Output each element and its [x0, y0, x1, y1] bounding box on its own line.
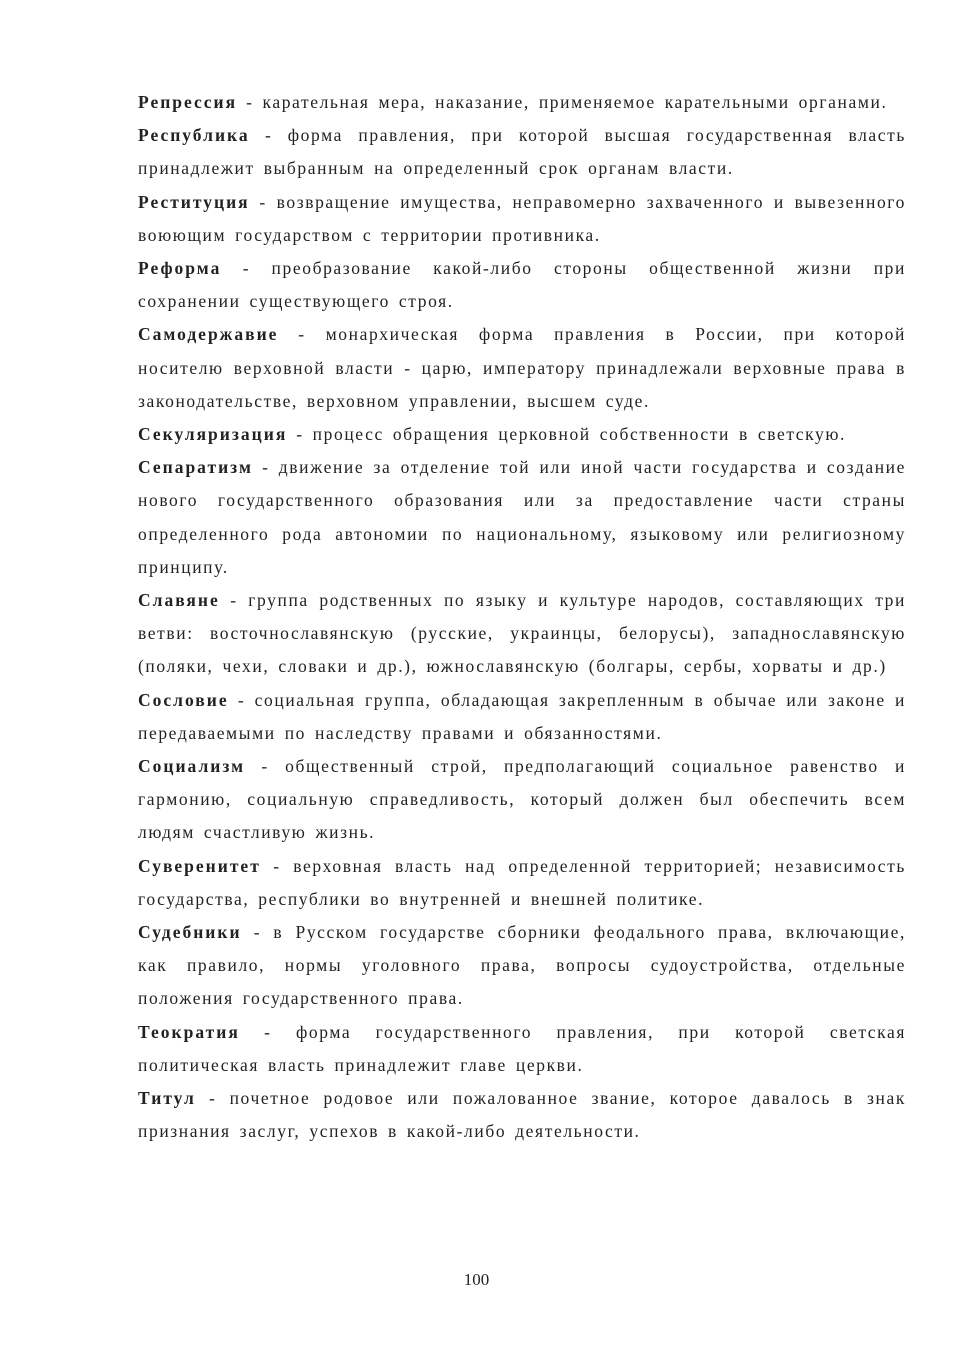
glossary-definition: - процесс обращения церковной собственности в светскую.: [287, 424, 847, 445]
glossary-entry-reforma: [138, 252, 906, 318]
glossary-definition: - возвращение имущества, неправомерно захваченного и вывезенного воюющим государством с территории противника.: [138, 191, 906, 245]
glossary-definition: - преобразование какой-либо стороны общественной жизни при сохранении существующего строя.: [138, 258, 906, 312]
glossary-definition: - группа родственных по языку и культуре народов, составляющих три ветви: восточнославянскую (русские, украинцы, белорусы), западнославянскую (поляки, чехи, словаки и др.), южнославянскую (болгары, сербы, хорваты и др.): [138, 590, 906, 677]
glossary-content: [138, 86, 906, 1149]
glossary-term: Реституция: [138, 191, 250, 212]
glossary-entry-sudebniki: [138, 916, 906, 1016]
glossary-entry-teokratiya: [138, 1016, 906, 1082]
glossary-definition: - монархическая форма правления в России, при которой носителю верховной власти - царю, императору принадлежали верховные права в законодательстве, верховном управлении, высшем суде.: [138, 324, 906, 411]
glossary-term: Социализм: [138, 756, 246, 777]
glossary-entry-samoderzhavie: [138, 318, 906, 418]
glossary-entry-separatizm: [138, 451, 906, 584]
glossary-entry-repressiya: [138, 86, 906, 119]
glossary-definition: - общественный строй, предполагающий социальное равенство и гармонию, социальную справедливость, который должен был обеспечить всем людям счастливую жизнь.: [138, 756, 906, 843]
glossary-entry-soslovie: [138, 684, 906, 750]
glossary-definition: - верховная власть над определенной территорией; независимость государства, республики во внутренней и внешней политике.: [138, 855, 906, 909]
glossary-definition: - форма правления, при которой высшая государственная власть принадлежит выбранным на определенный срок органам власти.: [138, 125, 906, 179]
glossary-entry-sotsializm: [138, 750, 906, 850]
glossary-entry-restitutsiya: [138, 186, 906, 252]
glossary-entry-slavyane: [138, 584, 906, 684]
glossary-term: Республика: [138, 125, 250, 146]
page-number: 100: [463, 1270, 490, 1289]
glossary-term: Самодержавие: [138, 324, 279, 345]
glossary-term: Секуляризация: [138, 424, 288, 445]
glossary-definition: - движение за отделение той или иной части государства и создание нового государственного образования или за предоставление части страны определенного рода автономии по национальному, языковому или религиозному принципу.: [138, 457, 906, 577]
glossary-term: Реформа: [138, 258, 222, 279]
glossary-definition: - карательная мера, наказание, применяемое карательными органами.: [237, 92, 888, 112]
glossary-term: Славяне: [138, 590, 220, 611]
glossary-definition: - социальная группа, обладающая закрепленным в обычае или законе и передаваемыми по наследству правами и обязанностями.: [138, 689, 906, 743]
glossary-term: Титул: [138, 1088, 196, 1109]
glossary-term: Репрессия: [138, 92, 238, 112]
glossary-entry-respublika: [138, 119, 906, 185]
glossary-term: Теократия: [138, 1021, 240, 1042]
glossary-definition: - форма государственного правления, при которой светская политическая власть принадлежит главе церкви.: [138, 1021, 906, 1075]
glossary-term: Суверенитет: [138, 855, 261, 876]
glossary-entry-sekulyarizatsiya: [138, 418, 906, 451]
glossary-term: Сословие: [138, 689, 229, 710]
glossary-entry-suverenitet: [138, 850, 906, 916]
glossary-definition: - в Русском государстве сборники феодального права, включающие, как правило, нормы уголовного права, вопросы судоустройства, отдельные положения государственного права.: [138, 922, 906, 1009]
glossary-entry-titul: [138, 1082, 906, 1148]
glossary-term: Судебники: [138, 922, 242, 943]
glossary-term: Сепаратизм: [138, 457, 253, 478]
glossary-definition: - почетное родовое или пожалованное звание, которое давалось в знак признания заслуг, успехов в какой-либо деятельности.: [138, 1088, 906, 1142]
